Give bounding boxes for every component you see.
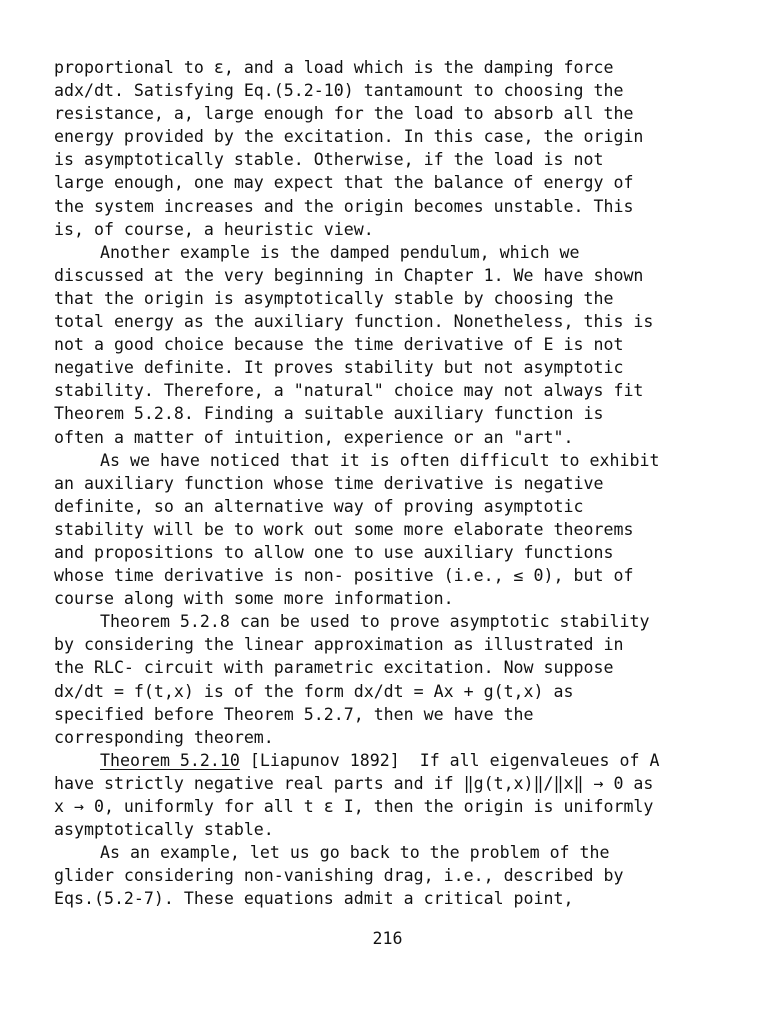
text-line: large enough, one may expect that the balance of energy of xyxy=(54,173,634,193)
text-line: As we have noticed that it is often difficult to exhibit xyxy=(100,450,660,470)
text-line: resistance, a, large enough for the load to absorb all the xyxy=(54,104,634,124)
text-line: often a matter of intuition, experience or an "art". xyxy=(54,427,574,447)
theorem-line: x → 0, uniformly for all t ε I, then the origin is uniformly xyxy=(54,797,654,816)
theorem-line: asymptotically stable. xyxy=(54,820,274,840)
text-line: corresponding theorem. xyxy=(54,727,274,747)
text-line: not a good choice because the time derivative of E is not xyxy=(54,335,624,355)
text-line: negative definite. It proves stability but not asymptotic xyxy=(54,358,624,378)
text-line: is asymptotically stable. Otherwise, if the load is not xyxy=(54,150,604,170)
text-line: discussed at the very beginning in Chapter 1. We have shown xyxy=(54,265,644,285)
text-line: dx/dt = f(t,x) is of the form dx/dt = Ax + g(t,x) as xyxy=(54,681,574,701)
text-line: energy provided by the excitation. In this case, the origin xyxy=(54,127,644,147)
text-line: Theorem 5.2.8. Finding a suitable auxiliary function is xyxy=(54,404,604,424)
text-line: Another example is the damped pendulum, which we xyxy=(100,242,580,262)
theorem-text: [Liapunov 1892] If all eigenvaleues of A xyxy=(239,750,660,770)
text-line: total energy as the auxiliary function. Nonetheless, this is xyxy=(54,312,654,332)
text-line: the RLC- circuit with parametric excitation. Now suppose xyxy=(54,658,614,678)
text-line: by considering the linear approximation as illustrated in xyxy=(54,635,624,655)
theorem-statement xyxy=(54,749,744,772)
text-line: adx/dt. Satisfying Eq.(5.2-10) tantamount to choosing the xyxy=(54,81,624,101)
body-text xyxy=(54,56,744,910)
text-line: course along with some more information. xyxy=(54,589,454,609)
text-line: glider considering non-vanishing drag, i.e., described by xyxy=(54,866,624,886)
text-line: stability. Therefore, a "natural" choice may not always fit xyxy=(54,381,644,401)
text-line: As an example, let us go back to the problem of the xyxy=(100,843,610,863)
text-line: the system increases and the origin becomes unstable. This xyxy=(54,196,634,216)
page-number: 216 xyxy=(372,929,403,948)
text-line: is, of course, a heuristic view. xyxy=(54,219,374,239)
text-line: stability will be to work out some more elaborate theorems xyxy=(54,519,634,539)
text-line: an auxiliary function whose time derivative is negative xyxy=(54,473,604,493)
theorem-line: have strictly negative real parts and if ‖g(t,x)‖/‖x‖ → 0 as xyxy=(54,773,654,793)
text-line: proportional to ε, and a load which is the damping force xyxy=(54,58,614,77)
text-line: and propositions to allow one to use auxiliary functions xyxy=(54,542,614,562)
text-line: specified before Theorem 5.2.7, then we have the xyxy=(54,704,534,724)
text-line: Eqs.(5.2-7). These equations admit a critical point, xyxy=(54,889,574,909)
text-line: whose time derivative is non- positive (i.e., ≤ 0), but of xyxy=(54,566,634,586)
text-line: that the origin is asymptotically stable by choosing the xyxy=(54,288,614,308)
theorem-label: Theorem 5.2.10 xyxy=(100,750,240,770)
text-line: definite, so an alternative way of proving asymptotic xyxy=(54,496,584,516)
text-line: Theorem 5.2.8 can be used to prove asymptotic stability xyxy=(100,612,650,632)
